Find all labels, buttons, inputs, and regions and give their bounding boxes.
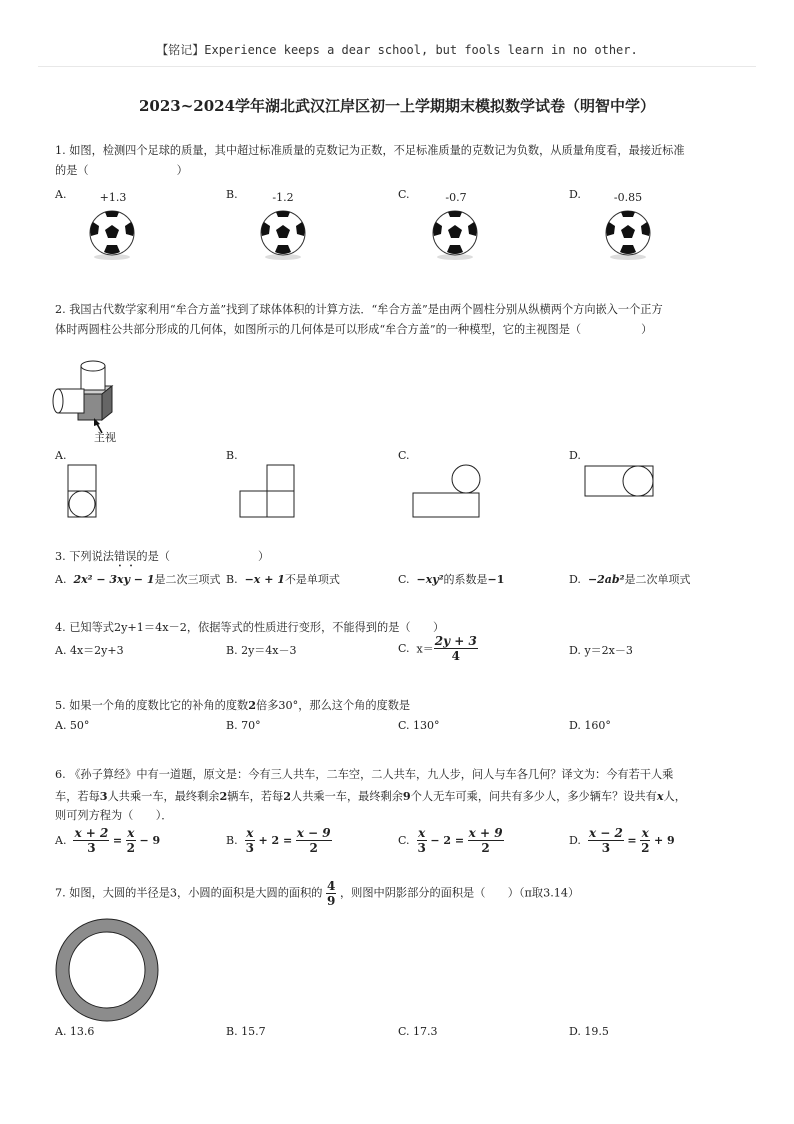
q2-option-c-figure[interactable] xyxy=(410,463,482,521)
q1-ball-a-value: +1.3 xyxy=(99,191,127,204)
q2-option-a-label[interactable]: A. xyxy=(55,449,67,462)
q1-option-c-label[interactable]: C. xyxy=(398,188,410,201)
q5-option-a[interactable]: A. 50° xyxy=(55,719,90,732)
q1-option-a-label[interactable]: A. xyxy=(55,188,67,201)
q1-option-b-label[interactable]: B. xyxy=(226,188,238,201)
q5-stem: 5. 如果一个角的度数比它的补角的度数2倍多30°，那么这个角的度数是 xyxy=(55,698,411,712)
soccer-ball-icon xyxy=(256,208,310,260)
q2-option-b-label[interactable]: B. xyxy=(226,449,238,462)
q3-option-c[interactable]: C. −xy²的系数是−1 xyxy=(398,573,505,586)
q1-ball-c[interactable] xyxy=(421,191,491,204)
q3-stem: 3. 下列说法错误的是（ ） xyxy=(55,550,270,563)
q6-stem-line2: 车，若每3人共乘一车，最终剩余2辆车，若每2人共乘一车，最终剩余9个人无车可乘，问共有多少人，多少辆车？设共有x人， xyxy=(55,789,686,803)
q1-stem-line2: 的是（ ） xyxy=(55,164,188,177)
q2-option-d-label[interactable]: D. xyxy=(569,449,581,462)
q5-option-c[interactable]: C. 130° xyxy=(398,719,440,732)
q1-stem-line1: 1. 如图，检测四个足球的质量，其中超过标准质量的克数记为正数，不足标准质量的克数记为负数，从质量角度看，最接近标准 xyxy=(55,144,685,157)
q1-ball-b[interactable] xyxy=(248,191,318,204)
q1-ball-d-value: -0.85 xyxy=(613,191,643,204)
q2-option-a-figure[interactable] xyxy=(66,463,100,521)
q4-stem: 4. 已知等式2y+1＝4x－2，依据等式的性质进行变形，不能得到的是（ ） xyxy=(55,621,445,634)
q2-option-b-figure[interactable] xyxy=(238,463,298,521)
q7-option-b[interactable]: B. 15.7 xyxy=(226,1025,266,1038)
page-title: 2023~2024学年湖北武汉江岸区初一上学期期末模拟数学试卷（明智中学） xyxy=(138,97,656,115)
q1-ball-b-value: -1.2 xyxy=(272,191,294,204)
q6-stem-line1: 6. 《孙子算经》中有一道题，原文是：今有三人共车，二车空，二人共车，九人步，问人与车各几何？译文为：今有若干人乘 xyxy=(55,768,674,781)
q6-option-c[interactable]: C. $\frac{x}{3}$ − 2 = $\frac{x + 9}{2}$ xyxy=(398,826,503,855)
q6-stem-line3: 则可列方程为（ ）． xyxy=(55,809,173,822)
soccer-ball-icon xyxy=(428,208,482,260)
soccer-ball-icon xyxy=(85,208,139,260)
q4-option-c[interactable]: C. x＝ $\frac{2y + 3}{4}$ xyxy=(398,634,477,663)
q2-stem-line1: 2. 我国古代数学家利用“牟合方盖”找到了球体体积的计算方法．“牟合方盖”是由两个圆柱分别从纵横两个方向嵌入一个正方 xyxy=(55,303,663,316)
q1-ball-a[interactable] xyxy=(78,191,148,204)
q2-solid-model-figure xyxy=(50,356,130,446)
q7-stem: 7. 如图，大圆的半径是3，小圆的面积是大圆的面积的 $\frac{4}{9}$ ，则图中阴影部分的面积是（ ）（π取3.14） xyxy=(55,879,580,908)
q2-option-c-label[interactable]: C. xyxy=(398,449,410,462)
q3-option-d[interactable]: D. −2ab²是二次单项式 xyxy=(569,573,691,586)
motto: 【铭记】Experience keeps a dear school, but fools learn in no other. xyxy=(156,43,638,57)
q6-option-d[interactable]: D. $\frac{x - 2}{3}$ = $\frac{x}{2}$ + 9 xyxy=(569,826,675,855)
q6-option-a[interactable]: A. $\frac{x + 2}{3}$ = $\frac{x}{2}$ − 9 xyxy=(55,826,161,855)
q3-option-a[interactable]: A. 2x² − 3xy − 1是二次三项式 xyxy=(55,573,221,586)
q1-ball-c-value: -0.7 xyxy=(445,191,467,204)
q2-option-d-figure[interactable] xyxy=(582,462,658,500)
q7-ring-figure xyxy=(53,916,161,1024)
q3-option-b[interactable]: B. −x + 1不是单项式 xyxy=(226,573,340,586)
soccer-ball-icon xyxy=(601,208,655,260)
q2-stem-line2: 体时两圆柱公共部分形成的几何体，如图所示的几何体是可以形成“牟合方盖”的一种模型，它的主视图是（ ） xyxy=(55,323,653,336)
q5-option-d[interactable]: D. 160° xyxy=(569,719,611,732)
q4-option-b[interactable]: B. 2y＝4x－3 xyxy=(226,644,297,657)
q4-option-d[interactable]: D. y＝2x－3 xyxy=(569,644,633,657)
q7-option-d[interactable]: D. 19.5 xyxy=(569,1025,609,1038)
q7-option-a[interactable]: A. 13.6 xyxy=(55,1025,95,1038)
q1-option-d-label[interactable]: D. xyxy=(569,188,581,201)
q2-view-label: 主视 xyxy=(94,431,116,444)
q5-option-b[interactable]: B. 70° xyxy=(226,719,261,732)
q4-option-a[interactable]: A. 4x＝2y+3 xyxy=(55,644,124,657)
header-divider xyxy=(38,66,756,67)
q6-option-b[interactable]: B. $\frac{x}{3}$ + 2 = $\frac{x - 9}{2}$ xyxy=(226,826,331,855)
q1-ball-d[interactable] xyxy=(593,191,663,204)
q7-option-c[interactable]: C. 17.3 xyxy=(398,1025,438,1038)
